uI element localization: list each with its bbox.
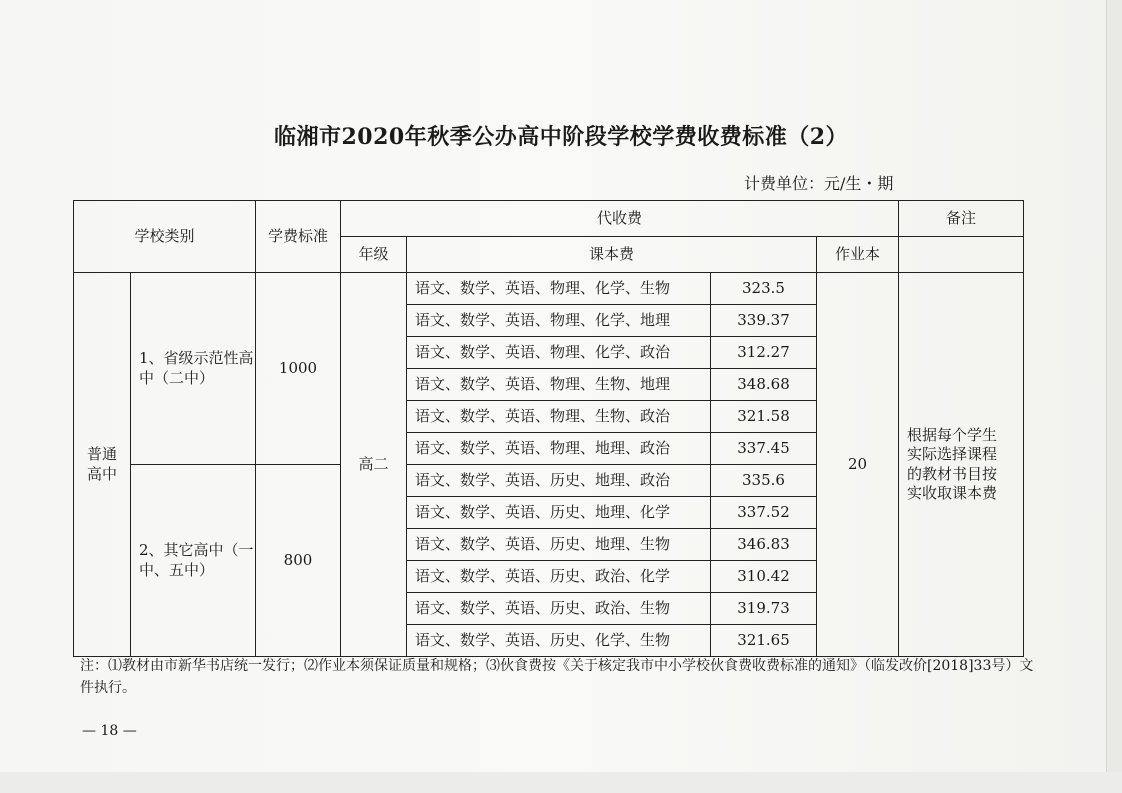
- subjects-cell: 语文、数学、英语、物理、化学、生物: [407, 273, 711, 305]
- school-name-cell: 1、省级示范性高中（二中）: [131, 273, 256, 465]
- school-name-cell: 2、其它高中（一中、五中）: [131, 465, 256, 657]
- price-cell: 346.83: [711, 529, 817, 561]
- subjects-cell: 语文、数学、英语、历史、地理、化学: [407, 497, 711, 529]
- price-cell: 312.27: [711, 337, 817, 369]
- subjects-cell: 语文、数学、英语、历史、地理、生物: [407, 529, 711, 561]
- table-row: [74, 273, 1024, 305]
- category-cell: 普通高中: [74, 273, 131, 657]
- subjects-cell: 语文、数学、英语、物理、化学、地理: [407, 305, 711, 337]
- workbook-fee-cell: 20: [817, 273, 899, 657]
- price-cell: 337.45: [711, 433, 817, 465]
- header-remarks: 备注: [899, 201, 1024, 237]
- page-title: 临湘市2020年秋季公办高中阶段学校学费收费标准（2）: [273, 124, 849, 150]
- subjects-cell: 语文、数学、英语、历史、化学、生物: [407, 625, 711, 657]
- school-fee-cell: 800: [256, 465, 341, 657]
- grade-cell: 高二: [341, 273, 407, 657]
- price-cell: 310.42: [711, 561, 817, 593]
- scan-edge-right: [1106, 0, 1122, 793]
- price-cell: 335.6: [711, 465, 817, 497]
- header-grade: 年级: [341, 237, 407, 273]
- subjects-cell: 语文、数学、英语、历史、政治、化学: [407, 561, 711, 593]
- price-cell: 339.37: [711, 305, 817, 337]
- subjects-cell: 语文、数学、英语、物理、生物、政治: [407, 401, 711, 433]
- fee-table: [73, 200, 1024, 657]
- price-cell: 348.68: [711, 369, 817, 401]
- price-cell: 321.58: [711, 401, 817, 433]
- price-cell: 319.73: [711, 593, 817, 625]
- unit-label: 计费单位：元/生・期: [744, 174, 894, 193]
- subjects-cell: 语文、数学、英语、物理、地理、政治: [407, 433, 711, 465]
- school-fee-cell: 1000: [256, 273, 341, 465]
- scan-edge-bottom: [0, 772, 1122, 793]
- footnote: 注：⑴教材由市新华书店统一发行；⑵作业本须保证质量和规格；⑶伙食费按《关于核定我市中小学校伙食费收费标准的通知》（临发改价[2018]33号）文件执行。: [80, 658, 1034, 696]
- header-school-type: 学校类别: [74, 201, 256, 273]
- header-collect: 代收费: [341, 201, 899, 237]
- subjects-cell: 语文、数学、英语、历史、政治、生物: [407, 593, 711, 625]
- price-cell: 323.5: [711, 273, 817, 305]
- header-tuition: 学费标准: [256, 201, 341, 273]
- header-workbook: 作业本: [817, 237, 899, 273]
- page-number: — 18 —: [82, 723, 137, 739]
- price-cell: 337.52: [711, 497, 817, 529]
- subjects-cell: 语文、数学、英语、物理、化学、政治: [407, 337, 711, 369]
- header-remarks-blank: [899, 237, 1024, 273]
- header-textbook: 课本费: [407, 237, 817, 273]
- subjects-cell: 语文、数学、英语、历史、地理、政治: [407, 465, 711, 497]
- remark-cell: 根据每个学生实际选择课程的教材书目按实收取课本费: [899, 273, 1024, 657]
- price-cell: 321.65: [711, 625, 817, 657]
- subjects-cell: 语文、数学、英语、物理、生物、地理: [407, 369, 711, 401]
